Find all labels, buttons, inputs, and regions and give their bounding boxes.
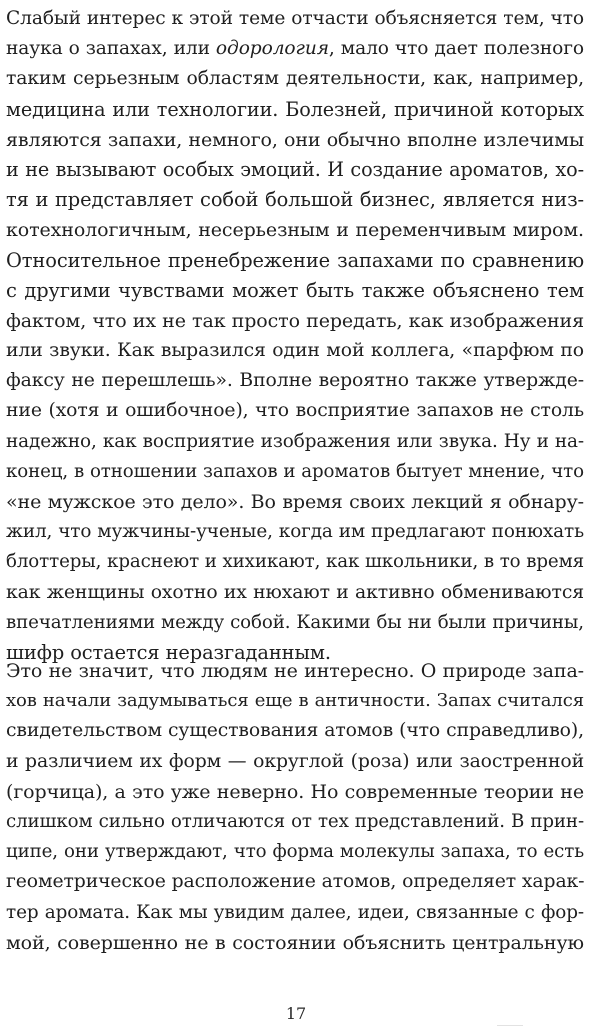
text-line: конец, в отношении запахов и ароматов бытует мнение, что — [6, 460, 584, 482]
text-line: надежно, как восприятие изображения или звука. Ну и на- — [6, 430, 584, 452]
text-line: как женщины охотно их нюхают и активно обмениваются — [6, 581, 584, 603]
text-line: факсу не перешлешь». Вполне вероятно также утвержде- — [6, 370, 584, 392]
text-line: таким серьезным областям деятельности, как, например, — [6, 68, 584, 90]
text-line: котехнологичным, несерьезным и переменчивым миром. — [6, 219, 584, 242]
text-line: наука о запахах, или одорология, мало что дает полезного — [6, 38, 584, 60]
text-line: блоттеры, краснеют и хихикают, как школьники, в то время — [6, 551, 584, 573]
text-line: Это не значит, что людям не интересно. О природе запа- — [6, 660, 584, 682]
text-line: хов начали задумываться еще в античности. Запах считался — [6, 690, 584, 712]
page-edge-mark — [497, 1025, 523, 1029]
text-line: или звуки. Как выразился один мой коллега, «парфюм по — [6, 340, 584, 362]
text-line: медицина или технологии. Болезней, причиной которых — [6, 97, 584, 121]
text-line: свидетельством существования атомов (что справедливо), — [6, 720, 584, 742]
page-number: 17 — [285, 1004, 307, 1023]
text-line: и не вызывают особых эмоций. И создание ароматов, хо- — [6, 157, 584, 181]
text-line: мой, совершенно не в состоянии объяснить центральную — [6, 931, 584, 954]
text-line: и различием их форм — округлой (роза) или заостренной — [6, 750, 584, 772]
text-line: жил, что мужчины-ученые, когда им предлагают понюхать — [6, 521, 584, 543]
text-line: слишком сильно отличаются от тех представлений. В прин- — [6, 810, 584, 832]
text-line: геометрическое расположение атомов, определяет харак- — [6, 871, 585, 893]
text-line: ципе, они утверждают, что форма молекулы запаха, то есть — [6, 841, 584, 863]
text-line: впечатлениями между собой. Какими бы ни были причины, — [6, 611, 584, 633]
text-line: тя и представляет собой большой бизнес, является низ- — [6, 188, 584, 212]
text-line: фактом, что их не так просто передать, как изображения — [6, 309, 584, 332]
text-line: тер аромата. Как мы увидим далее, идеи, связанные с фор- — [6, 901, 584, 923]
paragraph-2 — [6, 656, 584, 958]
text-line: Слабый интерес к этой теме отчасти объясняется тем, что — [6, 8, 584, 29]
text-line: «не мужское это дело». Во время своих лекций я обнару- — [6, 491, 584, 513]
text-line: Относительное пренебрежение запахами по сравнению — [6, 248, 584, 272]
text-line: шифр остается неразгаданным. — [6, 640, 331, 664]
text-line: являются запахи, немного, они обычно вполне излечимы — [6, 128, 584, 151]
text-line: (горчица), а это уже неверно. Но современные теории не — [6, 780, 584, 803]
text-line: ние (хотя и ошибочное), что восприятие запахов не столь — [6, 400, 584, 422]
paragraph-1 — [6, 4, 584, 668]
text-line: с другими чувствами может быть также объяснено тем — [6, 278, 584, 302]
